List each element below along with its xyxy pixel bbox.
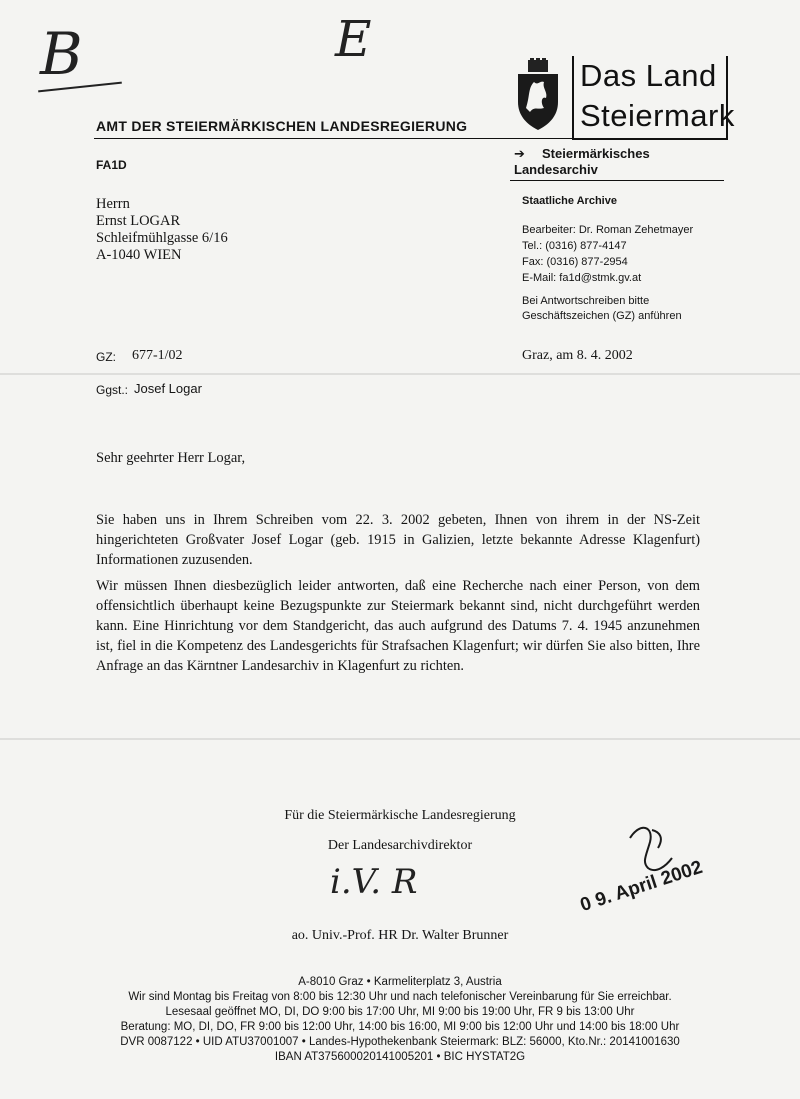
ref-code: FA1D: [96, 158, 127, 172]
gz-value: 677-1/02: [132, 348, 183, 363]
logo-text-line1: Das Land: [580, 58, 717, 93]
office-title: AMT DER STEIERMÄRKISCHEN LANDESREGIERUNG: [96, 118, 468, 134]
body-paragraph: Sie haben uns in Ihrem Schreiben vom 22. 3. 2002 gebeten, Ihnen von ihrem in der NS-Zeit hingerichteten Großvater Josef Logar (geb. 1915 in Galizien, letzte bekannte Adresse Klagenfurt) Informationen zuzusenden.: [96, 512, 700, 568]
signatory-name: ao. Univ.-Prof. HR Dr. Walter Brunner: [291, 928, 509, 943]
email-line: E-Mail: fa1d@stmk.gv.at: [522, 272, 642, 284]
header-rule: [94, 138, 724, 139]
gz-label: GZ:: [96, 350, 116, 364]
footer-bank: DVR 0087122 • UID ATU37001007 • Landes-Hypothekenbank Steiermark: BLZ: 56000, Kto.Nr.: 20141001630: [120, 1036, 680, 1048]
letter-date: Graz, am 8. 4. 2002: [522, 348, 633, 363]
fold-line: [0, 738, 800, 740]
note-line2: Geschäftszeichen (GZ) anführen: [522, 310, 682, 322]
fax-line: Fax: (0316) 877-2954: [522, 256, 628, 268]
department-rule: [510, 180, 724, 181]
recipient-line: Ernst LOGAR: [96, 213, 181, 229]
footer-iban: IBAN AT375600020141005201 • BIC HYSTAT2G: [274, 1051, 526, 1063]
footer-address: A-8010 Graz • Karmeliterplatz 3, Austria: [298, 976, 502, 988]
subject-value: Josef Logar: [134, 381, 202, 396]
recipient-line: Schleifmühlgasse 6/16: [96, 230, 228, 246]
signature: i.V. R: [330, 862, 418, 902]
closing-line1: Für die Steiermärkische Landesregierung: [284, 808, 516, 823]
department-division: Staatliche Archive: [522, 195, 617, 207]
footer-hours: Wir sind Montag bis Freitag von 8:00 bis 12:30 Uhr und nach telefonischer Vereinbarung für Sie erreichbar.: [128, 991, 672, 1003]
recipient-line: Herrn: [96, 196, 130, 212]
logo-text-line2: Steiermark: [580, 98, 735, 133]
body-paragraph: Wir müssen Ihnen diesbezüglich leider antworten, daß eine Recherche nach einer Person, von dem offensichtlich überhaupt keine Bezugspunkte zur Steiermark bekannt sind, nicht durchgeführt werden kann. Eine Hinrichtung vor dem Standgericht, das auch aufgrund des Datums 7. 4. 1945 anzunehmen ist, fiel in die Kompetenz des Landesgerichts für Strafsachen Klagenfurt; wir dürfen Sie also bitten, Ihre Anfrage an das Kärntner Landesarchiv in Klagenfurt zu richten.: [96, 578, 700, 674]
handwritten-mark-b: B: [40, 20, 83, 88]
coat-of-arms-icon: [516, 58, 560, 132]
footer-consultation: Beratung: MO, DI, DO, FR 9:00 bis 12:00 Uhr, 14:00 bis 16:00, MI 9:00 bis 12:00 Uhr und 14:00 bis 18:00 Uhr: [120, 1021, 680, 1033]
handwritten-mark-e: E: [335, 10, 372, 68]
recipient-address: [96, 196, 228, 264]
handwritten-initials-icon: [622, 818, 682, 888]
received-stamp: 0 9. April 2002: [577, 856, 706, 917]
logo-frame: [572, 56, 735, 140]
subject-label: Ggst.:: [96, 383, 129, 397]
department-name-line2: Landesarchiv: [514, 162, 598, 177]
closing-line2: Der Landesarchivdirektor: [327, 838, 473, 853]
footer-reading-room: Lesesaal geöffnet MO, DI, DO 9:00 bis 17:00 Uhr, MI 9:00 bis 19:00 Uhr, FR 9 bis 13:00 Uhr: [165, 1006, 635, 1018]
salutation: Sehr geehrter Herr Logar,: [96, 450, 246, 466]
fold-line: [0, 373, 800, 375]
tel-line: Tel.: (0316) 877-4147: [522, 240, 627, 252]
note-line1: Bei Antwortschreiben bitte: [522, 295, 650, 307]
recipient-line: A-1040 WIEN: [96, 247, 182, 263]
department-name-line1: Steiermärkisches: [542, 146, 650, 161]
handler-line: Bearbeiter: Dr. Roman Zehetmayer: [522, 224, 694, 236]
arrow-icon: ➔: [514, 146, 525, 161]
